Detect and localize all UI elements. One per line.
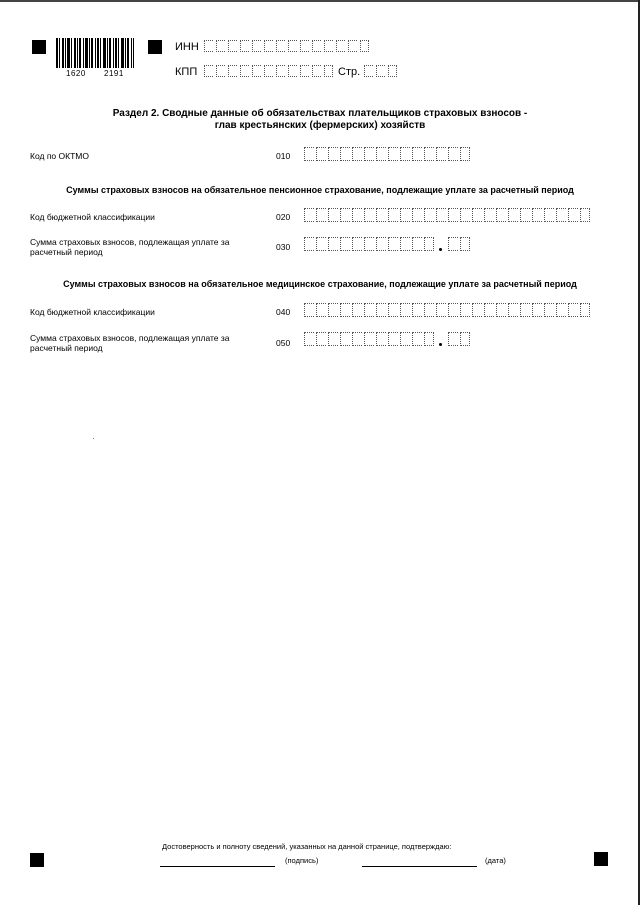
pension-decimal-point [439,248,442,251]
kpp-field[interactable] [204,65,336,77]
barcode [56,38,134,68]
medical-sum-rubles-field[interactable] [304,332,436,346]
section-title-line-2: глав крестьянских (фермерских) хозяйств [214,120,426,131]
medical-decimal-point [439,343,442,346]
section-title-line-1: Раздел 2. Сводные данные об обязательствах плательщиков страховых взносов - [112,108,528,119]
pension-sum-rubles-field[interactable] [304,237,436,251]
inn-field[interactable] [204,40,372,52]
medical-kbk-code: 040 [276,307,291,317]
medical-heading: Суммы страховых взносов на обязательное медицинское страхование, подлежащие уплате за расчетный период [63,279,577,289]
scan-speck [93,438,94,439]
oktmo-field[interactable] [304,147,472,161]
pension-sum-code: 030 [276,242,291,252]
date-label: (дата) [485,856,506,865]
corner-marker-top-right [148,40,162,54]
pension-heading: Суммы страховых взносов на обязательное пенсионное страхование, подлежащие уплате за расчетный период [66,185,574,195]
corner-marker-bottom-left [30,853,44,867]
medical-sum-code: 050 [276,338,291,348]
page-number-field[interactable] [364,65,400,77]
oktmo-label: Код по ОКТМО [30,151,89,161]
confirmation-text: Достоверность и полноту сведений, указанных на данной странице, подтверждаю: [162,842,452,851]
signature-label: (подпись) [285,856,319,865]
barcode-number-right: 2191 [104,69,124,78]
pension-kbk-code: 020 [276,212,291,222]
medical-kbk-label: Код бюджетной классификации [30,307,155,317]
pension-sum-kopecks-field[interactable] [448,237,472,251]
signature-line[interactable] [160,866,275,867]
corner-marker-bottom-right [594,852,608,866]
pension-kbk-field[interactable] [304,208,592,222]
section-title [100,108,540,132]
kpp-label: КПП [175,66,198,78]
pension-kbk-label: Код бюджетной классификации [30,212,155,222]
medical-sum-kopecks-field[interactable] [448,332,472,346]
medical-sum-label: Сумма страховых взносов, подлежащая уплате за расчетный период [30,333,230,353]
page-edge-top [0,0,640,2]
oktmo-code: 010 [276,151,291,161]
inn-label: ИНН [175,41,199,53]
medical-kbk-field[interactable] [304,303,592,317]
date-line[interactable] [362,866,477,867]
barcode-number-left: 1620 [66,69,86,78]
corner-marker-top-left [32,40,46,54]
page-number-label: Стр. [338,66,361,78]
pension-sum-label: Сумма страховых взносов, подлежащая уплате за расчетный период [30,237,230,257]
